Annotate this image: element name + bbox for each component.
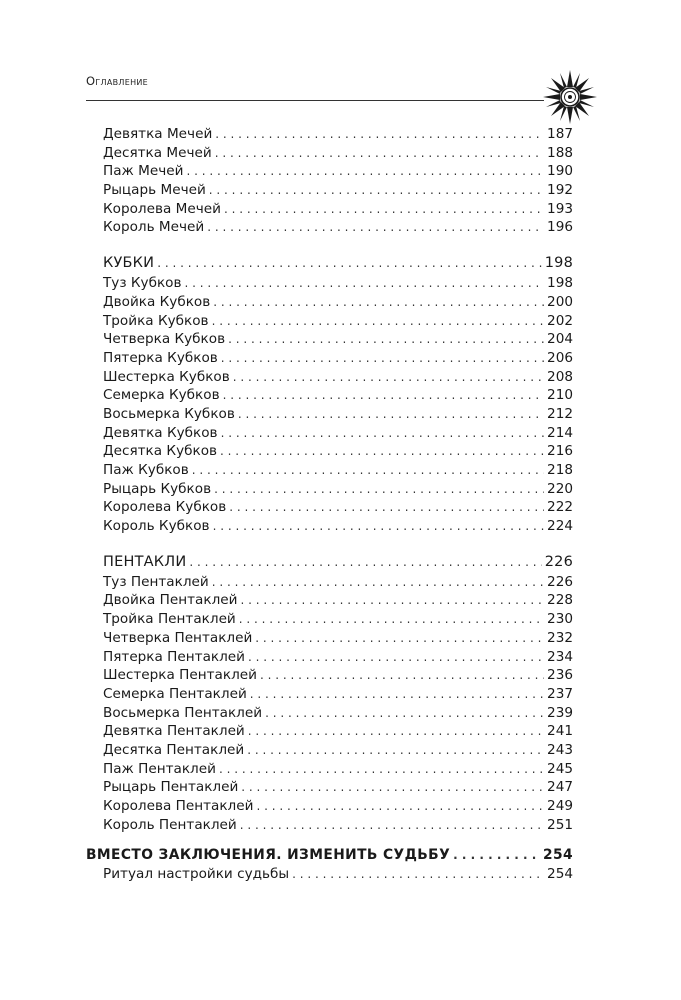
toc-entry[interactable]: Рыцарь Мечей . . . 192: [103, 181, 573, 200]
toc-entry[interactable]: Королева Мечей . . . 193: [103, 200, 573, 219]
toc-entry[interactable]: Девятка Мечей . . . 187: [103, 125, 573, 144]
running-head: Оглавление: [86, 74, 149, 88]
toc-entry[interactable]: Четверка Кубков . . . 204: [103, 330, 573, 349]
toc-entry[interactable]: Двойка Пентаклей . . . 228: [103, 591, 573, 610]
header-rule: [86, 100, 544, 101]
toc-entry[interactable]: Десятка Кубков . . . 216: [103, 442, 573, 461]
toc-entry[interactable]: Король Мечей . . . 196: [103, 218, 573, 237]
toc-entry[interactable]: Семерка Кубков . . . 210: [103, 386, 573, 405]
toc-entry[interactable]: Паж Кубков . . . 218: [103, 461, 573, 480]
swords-section: [103, 125, 573, 237]
toc-entry[interactable]: Королева Пентаклей . . . 249: [103, 797, 573, 816]
pentacles-heading[interactable]: ПЕНТАКЛИ . . . 226: [103, 552, 573, 573]
toc-entry[interactable]: Девятка Пентаклей . . . 241: [103, 722, 573, 741]
table-of-contents: [103, 125, 573, 850]
toc-entry[interactable]: Туз Кубков . . . 198: [103, 274, 573, 293]
toc-entry[interactable]: Ритуал настройки судьбы . . . 254: [86, 865, 573, 884]
toc-entry[interactable]: Двойка Кубков . . . 200: [103, 293, 573, 312]
pentacles-section: [103, 552, 573, 835]
toc-entry[interactable]: Семерка Пентаклей . . . 237: [103, 685, 573, 704]
toc-entry[interactable]: Пятерка Кубков . . . 206: [103, 349, 573, 368]
toc-entry[interactable]: Восьмерка Кубков . . . 212: [103, 405, 573, 424]
cups-heading[interactable]: КУБКИ . . . 198: [103, 253, 573, 274]
sun-ornament-icon: [542, 69, 598, 125]
toc-entry[interactable]: Король Пентаклей . . . 251: [103, 816, 573, 835]
toc-entry[interactable]: Тройка Пентаклей . . . 230: [103, 610, 573, 629]
conclusion-section: [86, 845, 573, 884]
toc-entry[interactable]: Туз Пентаклей . . . 226: [103, 573, 573, 592]
conclusion-heading[interactable]: ВМЕСТО ЗАКЛЮЧЕНИЯ. ИЗМЕНИТЬ СУДЬБУ . . . 254: [86, 845, 573, 865]
toc-entry[interactable]: Шестерка Кубков . . . 208: [103, 368, 573, 387]
toc-entry[interactable]: Король Кубков . . . 224: [103, 517, 573, 536]
toc-entry[interactable]: Шестерка Пентаклей . . . 236: [103, 666, 573, 685]
toc-entry[interactable]: Рыцарь Кубков . . . 220: [103, 480, 573, 499]
toc-entry[interactable]: Паж Пентаклей . . . 245: [103, 760, 573, 779]
toc-entry[interactable]: Пятерка Пентаклей . . . 234: [103, 648, 573, 667]
toc-entry[interactable]: Четверка Пентаклей . . . 232: [103, 629, 573, 648]
toc-entry[interactable]: Королева Кубков . . . 222: [103, 498, 573, 517]
toc-entry[interactable]: Паж Мечей . . . 190: [103, 162, 573, 181]
toc-entry[interactable]: Десятка Мечей . . . 188: [103, 144, 573, 163]
toc-entry[interactable]: Десятка Пентаклей . . . 243: [103, 741, 573, 760]
toc-entry[interactable]: Девятка Кубков . . . 214: [103, 424, 573, 443]
toc-entry[interactable]: Тройка Кубков . . . 202: [103, 312, 573, 331]
cups-section: [103, 253, 573, 536]
toc-entry[interactable]: Рыцарь Пентаклей . . . 247: [103, 778, 573, 797]
toc-entry[interactable]: Восьмерка Пентаклей . . . 239: [103, 704, 573, 723]
